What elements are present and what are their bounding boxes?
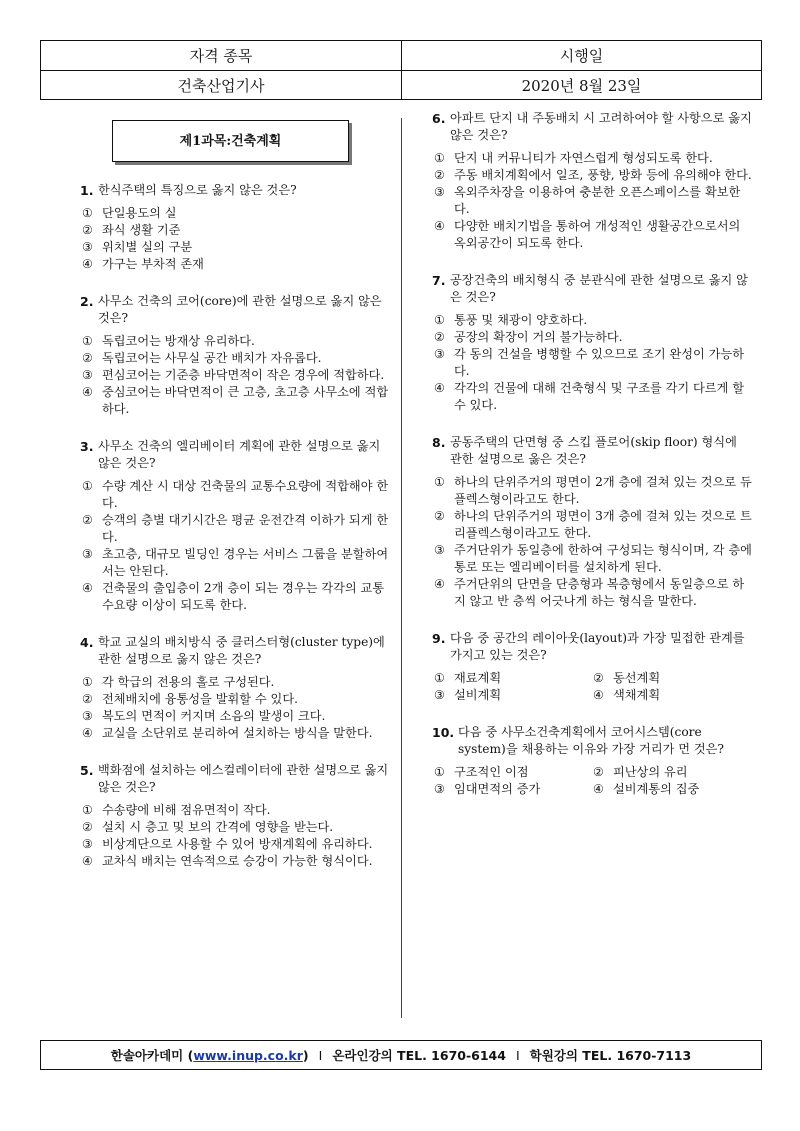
question-text: 다음 중 사무소건축계획에서 코어시스템(core system)을 채용하는 이유와 가장 거리가 먼 것은? xyxy=(458,725,724,756)
question-text: 한식주택의 특징으로 옳지 않은 것은? xyxy=(98,183,297,197)
option-marker: ④ xyxy=(82,854,93,868)
footer-separator: I xyxy=(515,1047,520,1063)
option-marker: ① xyxy=(434,313,445,327)
question-number: 6. xyxy=(432,111,446,126)
question-stem xyxy=(432,724,752,758)
question-stem xyxy=(80,293,392,327)
option-list xyxy=(432,312,752,414)
option-marker: ③ xyxy=(82,368,93,382)
question-number: 7. xyxy=(432,273,446,288)
answer-option[interactable] xyxy=(434,329,752,346)
option-marker: ④ xyxy=(82,581,93,595)
option-marker: ④ xyxy=(593,688,604,702)
option-list xyxy=(80,333,392,418)
option-text: 가구는 부차적 존재 xyxy=(102,257,204,271)
option-text: 재료계획 xyxy=(454,671,502,685)
option-text: 위치별 실의 구분 xyxy=(102,240,193,254)
option-marker: ① xyxy=(434,765,445,779)
option-text: 피난상의 유리 xyxy=(613,765,688,779)
option-text: 단일용도의 실 xyxy=(102,206,177,220)
option-marker: ③ xyxy=(434,543,445,557)
answer-option[interactable] xyxy=(82,725,392,742)
option-list xyxy=(434,670,752,704)
option-text: 독립코어는 사무실 공간 배치가 자유롭다. xyxy=(102,351,322,365)
answer-option[interactable] xyxy=(82,384,392,418)
option-text: 건축물의 출입층이 2개 층이 되는 경우는 각각의 교통 수요량 이상이 되도록 한다. xyxy=(102,581,385,612)
option-marker: ④ xyxy=(434,381,445,395)
answer-option[interactable] xyxy=(82,853,392,870)
answer-option[interactable] xyxy=(434,542,752,576)
option-text: 초고층, 대규모 빌딩인 경우는 서비스 그룹을 분할하여서는 안된다. xyxy=(102,547,389,578)
answer-option[interactable] xyxy=(434,167,752,184)
answer-option[interactable] xyxy=(82,367,392,384)
answer-option[interactable] xyxy=(434,150,752,167)
answer-option[interactable] xyxy=(593,670,752,687)
question-stem xyxy=(80,762,392,796)
option-text: 색채계획 xyxy=(613,688,661,702)
option-marker: ④ xyxy=(434,577,445,591)
answer-option[interactable] xyxy=(82,239,392,256)
option-marker: ④ xyxy=(82,385,93,399)
question-item xyxy=(432,724,752,798)
option-text: 비상계단으로 사용할 수 있어 방재계획에 유리하다. xyxy=(102,837,373,851)
question-item xyxy=(432,434,752,610)
answer-option[interactable] xyxy=(82,674,392,691)
answer-option[interactable] xyxy=(434,576,752,610)
question-stem xyxy=(80,438,392,472)
option-text: 전체배치에 융통성을 발휘할 수 있다. xyxy=(102,692,298,706)
left-question-list xyxy=(80,182,392,870)
answer-option[interactable] xyxy=(593,687,752,704)
question-item xyxy=(80,634,392,742)
question-text: 학교 교실의 배치방식 중 클러스터형(cluster type)에 관한 설명으로 옳지 않은 것은? xyxy=(98,635,385,666)
option-marker: ③ xyxy=(434,782,445,796)
option-marker: ③ xyxy=(82,837,93,851)
option-marker: ④ xyxy=(434,219,445,233)
question-text: 아파트 단지 내 주동배치 시 고려하여야 할 사항으로 옳지 않은 것은? xyxy=(450,111,752,142)
question-item xyxy=(432,110,752,252)
option-marker: ① xyxy=(82,479,93,493)
section-title: 제1과목:건축계획 xyxy=(112,120,349,162)
answer-option[interactable] xyxy=(82,350,392,367)
left-column xyxy=(80,110,392,890)
option-list xyxy=(80,478,392,614)
question-stem xyxy=(80,182,392,199)
answer-option[interactable] xyxy=(82,546,392,580)
option-marker: ① xyxy=(82,675,93,689)
option-marker: ② xyxy=(82,351,93,365)
question-area xyxy=(40,110,762,1025)
option-marker: ③ xyxy=(434,347,445,361)
option-text: 수량 계산 시 대상 건축물의 교통수요량에 적합해야 한다. xyxy=(102,479,389,510)
answer-option[interactable] xyxy=(434,218,752,252)
option-text: 공장의 확장이 거의 불가능하다. xyxy=(454,330,623,344)
option-marker: ④ xyxy=(82,257,93,271)
question-number: 8. xyxy=(432,435,446,450)
option-marker: ③ xyxy=(82,240,93,254)
question-stem xyxy=(432,434,752,468)
option-marker: ② xyxy=(434,509,445,523)
option-text: 설비계획 xyxy=(454,688,502,702)
academy-url-link[interactable]: www.inup.co.kr xyxy=(193,1047,303,1063)
date-value: 2020년 8월 23일 xyxy=(521,77,642,95)
question-item xyxy=(80,438,392,614)
option-text: 다양한 배치기법을 통하여 개성적인 생활공간으로서의 옥외공간이 되도록 한다. xyxy=(454,219,741,250)
question-item xyxy=(80,762,392,870)
option-marker: ② xyxy=(82,692,93,706)
option-text: 중심코어는 바닥면적이 큰 고층, 초고층 사무소에 적합하다. xyxy=(102,385,389,416)
question-item xyxy=(432,272,752,414)
option-text: 수송량에 비해 점유면적이 작다. xyxy=(102,803,271,817)
answer-option[interactable] xyxy=(434,508,752,542)
answer-option[interactable] xyxy=(82,478,392,512)
option-text: 하나의 단위주거의 평면이 3개 층에 걸쳐 있는 것으로 트리플렉스형이라고도 한다. xyxy=(454,509,752,540)
question-text: 다음 중 공간의 레이아웃(layout)과 가장 밀접한 관계를 가지고 있는 것은? xyxy=(450,631,745,662)
option-text: 임대면적의 증가 xyxy=(454,782,541,796)
option-text: 교차식 배치는 연속적으로 승강이 가능한 형식이다. xyxy=(102,854,373,868)
answer-option[interactable] xyxy=(82,708,392,725)
option-text: 동선계획 xyxy=(613,671,661,685)
option-marker: ③ xyxy=(82,547,93,561)
option-marker: ② xyxy=(434,330,445,344)
answer-option[interactable] xyxy=(593,764,752,781)
question-item xyxy=(80,182,392,273)
date-label: 시행일 xyxy=(559,47,604,65)
option-text: 하나의 단위주거의 평면이 2개 층에 걸쳐 있는 것으로 듀플렉스형이라고도 한다. xyxy=(454,475,752,506)
option-marker: ① xyxy=(434,475,445,489)
exam-header-table xyxy=(40,40,762,100)
footer-bar: 한솔아카데미 ( www.inup.co.kr ) I 온라인강의 TEL. 1670-6144 I 학원강의 TEL. 1670-7113 xyxy=(40,1040,762,1070)
answer-option[interactable] xyxy=(82,691,392,708)
subject-value: 건축산업기사 xyxy=(41,71,402,100)
question-text: 사무소 건축의 코어(core)에 관한 설명으로 옳지 않은 것은? xyxy=(98,294,382,325)
answer-option[interactable] xyxy=(434,687,593,704)
option-text: 좌식 생활 기준 xyxy=(102,223,181,237)
question-text: 백화점에 설치하는 에스컬레이터에 관한 설명으로 옳지 않은 것은? xyxy=(98,763,389,794)
option-text: 구조적인 이점 xyxy=(454,765,529,779)
right-question-list xyxy=(432,110,752,798)
option-list xyxy=(80,802,392,870)
answer-option[interactable] xyxy=(434,781,593,798)
option-marker: ① xyxy=(82,803,93,817)
option-marker: ① xyxy=(82,206,93,220)
offline-lecture-phone: 학원강의 TEL. 1670-7113 xyxy=(529,1048,692,1063)
question-text: 사무소 건축의 엘리베이터 계획에 관한 설명으로 옳지 않은 것은? xyxy=(98,439,381,470)
question-number: 1. xyxy=(80,183,94,198)
question-stem xyxy=(80,634,392,668)
answer-option[interactable] xyxy=(82,836,392,853)
option-marker: ④ xyxy=(82,726,93,740)
option-marker: ③ xyxy=(434,185,445,199)
question-stem xyxy=(432,630,752,664)
option-text: 설비계통의 집중 xyxy=(613,782,700,796)
option-text: 옥외주차장을 이용하여 충분한 오픈스페이스를 확보한다. xyxy=(454,185,741,216)
answer-option[interactable] xyxy=(82,256,392,273)
answer-option[interactable] xyxy=(434,764,593,781)
option-text: 단지 내 커뮤니티가 자연스럽게 형성되도록 한다. xyxy=(454,151,713,165)
question-number: 9. xyxy=(432,631,446,646)
option-marker: ② xyxy=(82,820,93,834)
academy-name: 한솔아카데미 xyxy=(110,1048,184,1063)
right-column xyxy=(432,110,752,818)
option-text: 승객의 층별 대기시간은 평균 운전간격 이하가 되게 한다. xyxy=(102,513,389,544)
answer-option[interactable] xyxy=(82,802,392,819)
option-text: 각 동의 건설을 병행할 수 있으므로 조기 완성이 가능하다. xyxy=(454,347,745,378)
question-number: 10. xyxy=(432,725,455,740)
question-number: 5. xyxy=(80,763,94,778)
option-text: 복도의 면적이 커지며 소음의 발생이 크다. xyxy=(102,709,326,723)
option-text: 주거단위의 단면을 단층형과 복층형에서 동일층으로 하지 않고 반 층씩 어긋나게 하는 형식을 말한다. xyxy=(454,577,745,608)
answer-option[interactable] xyxy=(82,512,392,546)
option-text: 각 학급의 전용의 홀로 구성된다. xyxy=(102,675,275,689)
option-text: 설치 시 층고 및 보의 간격에 영향을 받는다. xyxy=(102,820,334,834)
answer-option[interactable] xyxy=(434,670,593,687)
question-stem xyxy=(432,272,752,306)
option-list xyxy=(80,205,392,273)
option-text: 편심코어는 기준층 바닥면적이 작은 경우에 적합하다. xyxy=(102,368,385,382)
answer-option[interactable] xyxy=(82,333,392,350)
option-marker: ① xyxy=(82,334,93,348)
question-text: 공장건축의 배치형식 중 분관식에 관한 설명으로 옳지 않은 것은? xyxy=(450,273,748,304)
answer-option[interactable] xyxy=(434,184,752,218)
footer-separator: I xyxy=(318,1047,323,1063)
answer-option[interactable] xyxy=(82,580,392,614)
option-marker: ① xyxy=(434,151,445,165)
option-marker: ② xyxy=(82,513,93,527)
option-marker: ④ xyxy=(593,782,604,796)
option-marker: ③ xyxy=(82,709,93,723)
option-marker: ② xyxy=(82,223,93,237)
option-list xyxy=(80,674,392,742)
answer-option[interactable] xyxy=(82,222,392,239)
option-marker: ③ xyxy=(434,688,445,702)
question-number: 3. xyxy=(80,439,94,454)
option-text: 통풍 및 채광이 양호하다. xyxy=(454,313,588,327)
question-number: 2. xyxy=(80,294,94,309)
column-divider xyxy=(401,118,402,1018)
question-item xyxy=(432,630,752,704)
option-marker: ① xyxy=(434,671,445,685)
answer-option[interactable] xyxy=(593,781,752,798)
option-text: 주동 배치계획에서 일조, 풍향, 방화 등에 유의해야 한다. xyxy=(454,168,752,182)
answer-option[interactable] xyxy=(434,474,752,508)
option-marker: ② xyxy=(593,671,604,685)
answer-option[interactable] xyxy=(434,312,752,329)
question-text: 공동주택의 단면형 중 스킵 플로어(skip floor) 형식에 관한 설명으로 옳은 것은? xyxy=(450,435,737,466)
subject-label: 자격 종목 xyxy=(41,41,402,70)
question-number: 4. xyxy=(80,635,94,650)
option-text: 교실을 소단위로 분리하여 설치하는 방식을 말한다. xyxy=(102,726,373,740)
online-lecture-phone: 온라인강의 TEL. 1670-6144 xyxy=(332,1048,506,1063)
question-stem xyxy=(432,110,752,144)
option-text: 각각의 건물에 대해 건축형식 및 구조를 각기 다르게 할 수 있다. xyxy=(454,381,745,412)
option-list xyxy=(432,474,752,610)
option-list xyxy=(434,764,752,798)
answer-option[interactable] xyxy=(434,346,752,380)
answer-option[interactable] xyxy=(434,380,752,414)
option-text: 주거단위가 동일층에 한하여 구성되는 형식이며, 각 층에 통로 또는 엘리베이터를 설치하게 된다. xyxy=(454,543,752,574)
option-list xyxy=(432,150,752,252)
answer-option[interactable] xyxy=(82,205,392,222)
answer-option[interactable] xyxy=(82,819,392,836)
option-marker: ② xyxy=(434,168,445,182)
option-marker: ② xyxy=(593,765,604,779)
option-text: 독립코어는 방재상 유리하다. xyxy=(102,334,255,348)
question-item xyxy=(80,293,392,418)
